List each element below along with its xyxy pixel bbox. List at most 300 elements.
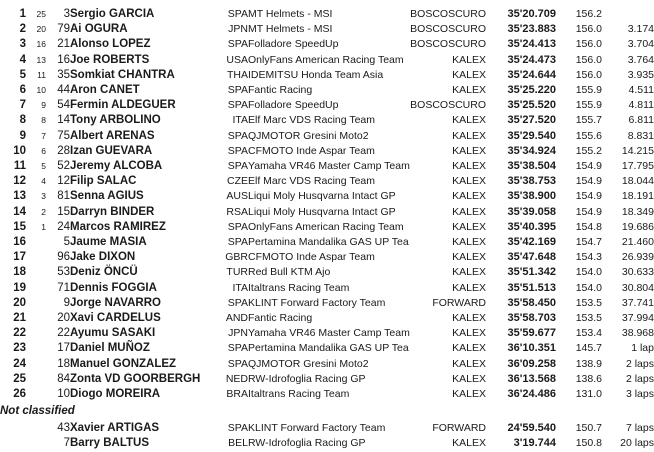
average-speed: 156.0 (575, 53, 602, 66)
average-speed: 155.9 (575, 99, 602, 112)
result-position: 12 (13, 175, 26, 188)
race-time: 3'19.744 (513, 437, 556, 450)
result-position: 6 (19, 84, 26, 97)
rider-nationality: SPA (227, 357, 248, 370)
rider-number: 16 (57, 53, 70, 66)
result-position: 14 (13, 205, 26, 218)
rider-nationality: SPA (227, 99, 248, 112)
average-speed: 154.7 (575, 236, 602, 249)
average-speed: 131.0 (575, 388, 602, 401)
race-time: 36'24.486 (507, 388, 556, 401)
rider-name: Deniz ÖNCÜ (70, 266, 138, 279)
team-name: Liqui Moly Husqvarna Intact GP (248, 190, 396, 203)
rider-number: 79 (57, 23, 70, 36)
bike-constructor: KALEX (452, 327, 486, 340)
race-time: 35'40.395 (507, 220, 556, 233)
rider-number: 12 (57, 175, 70, 188)
result-points: 20 (36, 24, 46, 35)
rider-name: Xavi CARDELUS (70, 312, 161, 325)
table-row (0, 37, 654, 52)
gap-to-leader: 20 laps (620, 437, 654, 450)
table-row (0, 189, 654, 204)
average-speed: 138.6 (575, 372, 602, 385)
not-classified-header-row (0, 402, 654, 421)
gap-to-leader: 19.686 (621, 220, 654, 233)
rider-nationality: SPA (227, 8, 248, 20)
rider-nationality: SPA (227, 144, 248, 157)
average-speed: 138.9 (575, 357, 602, 370)
rider-number: 28 (57, 144, 70, 157)
table-row (0, 113, 654, 128)
rider-name: Fermin ALDEGUER (70, 99, 176, 112)
rider-number: 21 (57, 38, 70, 51)
bike-constructor: KALEX (452, 53, 486, 66)
table-row (0, 372, 654, 387)
team-name: Yamaha VR46 Master Camp Team (248, 160, 410, 173)
table-row (0, 68, 654, 83)
rider-number: 3 (63, 8, 70, 20)
rider-nationality: SPA (227, 160, 248, 173)
rider-name: Daniel MUÑOZ (70, 342, 150, 355)
race-time: 35'51.513 (507, 281, 556, 294)
result-points: 1 (41, 221, 46, 232)
table-row (0, 235, 654, 250)
gap-to-leader: 4.811 (628, 99, 654, 112)
rider-name: Xavier ARTIGAS (70, 422, 160, 435)
bike-constructor: BOSCOSCURO (410, 99, 486, 112)
table-row (0, 129, 654, 144)
race-time: 35'51.342 (507, 266, 556, 279)
table-row (0, 250, 654, 265)
team-name: RW-Idrofoglia Racing GP (248, 437, 366, 450)
result-position: 20 (13, 296, 26, 309)
rider-nationality: SPA (227, 342, 248, 355)
gap-to-leader: 3.764 (627, 53, 654, 66)
gap-to-leader: 8.831 (627, 129, 654, 142)
race-time: 36'09.258 (507, 357, 556, 370)
average-speed: 154.3 (575, 251, 602, 264)
result-points (26, 436, 46, 451)
rider-nationality: ITA (232, 114, 248, 127)
rider-nationality: JPN (228, 327, 248, 340)
rider-name: Izan GUEVARA (70, 144, 153, 157)
result-position (0, 436, 26, 451)
result-position: 23 (13, 342, 26, 355)
result-position: 13 (13, 190, 26, 203)
team-name: RW-Idrofoglia Racing GP (248, 372, 366, 385)
team-name: CFMOTO Inde Aspar Team (248, 251, 375, 264)
result-points: 10 (36, 85, 46, 96)
team-name: CFMOTO Inde Aspar Team (248, 144, 375, 157)
rider-nationality: JPN (228, 23, 248, 36)
race-time: 35'58.450 (507, 296, 556, 309)
table-row (0, 159, 654, 174)
not-classified-label: Not classified (0, 405, 75, 418)
table-row (0, 436, 654, 451)
result-position: 11 (13, 160, 26, 173)
team-name: MT Helmets - MSI (248, 23, 333, 36)
result-position: 17 (13, 251, 26, 264)
rider-nationality: SPA (227, 236, 248, 249)
team-name: IDEMITSU Honda Team Asia (248, 68, 384, 81)
team-name: Pertamina Mandalika GAS UP Tea (248, 236, 409, 249)
table-row (0, 174, 654, 189)
result-points (26, 311, 46, 326)
bike-constructor: KALEX (452, 144, 486, 157)
race-time: 35'29.540 (507, 129, 556, 142)
team-name: QJMOTOR Gresini Moto2 (248, 357, 369, 370)
result-points: 7 (41, 130, 46, 141)
average-speed: 154.8 (575, 220, 602, 233)
table-row (0, 144, 654, 159)
result-points: 25 (36, 9, 46, 19)
result-points: 3 (41, 191, 46, 202)
result-points: 2 (41, 206, 46, 217)
team-name: KLINT Forward Factory Team (248, 422, 386, 435)
average-speed: 156.2 (575, 8, 602, 20)
gap-to-leader: 4.511 (628, 84, 654, 97)
table-row (0, 421, 654, 436)
result-points: 9 (41, 100, 46, 111)
bike-constructor: FORWARD (432, 422, 486, 435)
average-speed: 153.5 (575, 296, 602, 309)
table-row (0, 326, 654, 341)
result-points: 4 (41, 176, 46, 187)
average-speed: 156.0 (575, 23, 602, 36)
bike-constructor: KALEX (452, 84, 486, 97)
gap-to-leader: 38.968 (621, 327, 654, 340)
rider-nationality: SPA (227, 38, 248, 51)
result-points: 13 (36, 54, 46, 65)
result-points (26, 250, 46, 265)
rider-number: 15 (57, 205, 70, 218)
rider-number: 84 (57, 372, 70, 385)
rider-number: 7 (63, 437, 70, 450)
rider-name: Barry BALTUS (70, 437, 150, 450)
bike-constructor: KALEX (452, 175, 486, 188)
race-time: 35'20.709 (507, 8, 556, 20)
race-time: 24'59.540 (507, 422, 556, 435)
race-time: 35'42.169 (507, 236, 556, 249)
average-speed: 154.9 (575, 175, 602, 188)
rider-name: Aron CANET (70, 84, 140, 97)
team-name: Liqui Moly Husqvarna Intact GP (248, 205, 396, 218)
team-name: Folladore SpeedUp (248, 38, 339, 51)
gap-to-leader: 1 lap (631, 342, 654, 355)
race-time: 36'10.351 (507, 342, 556, 355)
rider-name: Senna AGIUS (70, 190, 144, 203)
gap-to-leader: 30.804 (621, 281, 654, 294)
team-name: Folladore SpeedUp (248, 99, 339, 112)
table-row (0, 281, 654, 296)
bike-constructor: KALEX (452, 266, 486, 279)
rider-name: Jake DIXON (70, 251, 136, 264)
rider-number: 52 (57, 160, 70, 173)
result-points (26, 265, 46, 280)
average-speed: 153.5 (575, 312, 602, 325)
rider-name: Albert ARENAS (70, 129, 155, 142)
result-position: 19 (13, 281, 26, 294)
bike-constructor: KALEX (452, 68, 486, 81)
rider-nationality: TUR (226, 266, 248, 279)
rider-number: 35 (57, 68, 70, 81)
table-row (0, 220, 654, 235)
rider-nationality: ITA (232, 281, 248, 294)
result-position: 3 (19, 38, 26, 51)
rider-nationality: GBR (225, 251, 248, 264)
rider-name: Zonta VD GOORBERGH (70, 372, 201, 385)
gap-to-leader: 3.704 (627, 38, 654, 51)
result-position: 26 (13, 388, 26, 401)
race-time: 35'38.753 (507, 175, 556, 188)
result-position: 25 (13, 372, 26, 385)
rider-name: Sergio GARCIA (70, 8, 155, 20)
bike-constructor: KALEX (452, 437, 486, 450)
bike-constructor: KALEX (452, 251, 486, 264)
rider-nationality: AND (225, 312, 248, 325)
race-results-table (0, 7, 654, 452)
gap-to-leader: 3.174 (627, 23, 654, 36)
result-position: 24 (13, 357, 26, 370)
table-row (0, 83, 654, 98)
team-name: MT Helmets - MSI (248, 8, 333, 20)
result-points (26, 281, 46, 296)
result-position: 4 (19, 53, 26, 66)
rider-nationality: BRA (226, 388, 248, 401)
result-position: 5 (19, 68, 26, 81)
rider-name: Joe ROBERTS (70, 53, 150, 66)
rider-name: Ayumu SASAKI (70, 327, 156, 340)
race-time: 35'39.058 (507, 205, 556, 218)
rider-name: Jeremy ALCOBA (70, 160, 163, 173)
average-speed: 155.9 (575, 84, 602, 97)
table-row (0, 387, 654, 402)
not-classified-header-spacer (222, 402, 654, 421)
bike-constructor: FORWARD (432, 296, 486, 309)
gap-to-leader: 18.191 (621, 190, 654, 203)
rider-number: 14 (57, 114, 70, 127)
rider-name: Filip SALAC (70, 175, 137, 188)
race-time: 35'27.520 (507, 114, 556, 127)
average-speed: 145.7 (575, 342, 602, 355)
result-points: 8 (41, 115, 46, 126)
gap-to-leader: 2 laps (625, 357, 654, 370)
race-time: 35'38.504 (507, 160, 556, 173)
table-row (0, 98, 654, 113)
result-position: 15 (13, 220, 26, 233)
gap-to-leader: 14.215 (621, 144, 654, 157)
rider-name: Ai OGURA (70, 23, 128, 36)
table-row (0, 357, 654, 372)
team-name: Elf Marc VDS Racing Team (248, 175, 376, 188)
average-speed: 150.7 (575, 422, 602, 435)
bike-constructor: KALEX (452, 372, 486, 385)
bike-constructor: KALEX (452, 205, 486, 218)
result-points (26, 357, 46, 372)
rider-nationality: CZE (227, 175, 248, 188)
rider-name: Marcos RAMIREZ (70, 220, 166, 233)
team-name: Elf Marc VDS Racing Team (248, 114, 376, 127)
team-name: OnlyFans American Racing Team (248, 220, 404, 233)
bike-constructor: KALEX (452, 342, 486, 355)
average-speed: 154.9 (575, 160, 602, 173)
rider-number: 81 (57, 190, 70, 203)
rider-nationality: THA (227, 68, 248, 81)
table-row (0, 265, 654, 280)
average-speed: 154.9 (575, 190, 602, 203)
bike-constructor: KALEX (452, 220, 486, 233)
average-speed: 150.8 (575, 437, 602, 450)
gap-to-leader: 17.795 (621, 160, 654, 173)
average-speed: 155.6 (575, 129, 602, 142)
result-position: 16 (13, 236, 26, 249)
rider-nationality: BEL (228, 437, 248, 450)
result-position: 22 (13, 327, 26, 340)
rider-number: 44 (57, 84, 70, 97)
result-position (0, 421, 26, 436)
rider-number: 54 (57, 99, 70, 112)
rider-number: 20 (57, 312, 70, 325)
rider-number: 43 (57, 422, 70, 435)
race-time: 35'24.473 (507, 53, 556, 66)
rider-number: 9 (63, 296, 70, 309)
gap-to-leader: 3 laps (625, 388, 654, 401)
rider-number: 17 (57, 342, 70, 355)
bike-constructor: KALEX (452, 312, 486, 325)
race-time: 35'25.520 (507, 99, 556, 112)
result-points (26, 387, 46, 402)
rider-number: 53 (57, 266, 70, 279)
race-time: 35'58.703 (507, 312, 556, 325)
gap-to-leader: 37.741 (621, 296, 654, 309)
rider-number: 22 (57, 327, 70, 340)
gap-to-leader: 37.994 (621, 312, 654, 325)
rider-name: Alonso LOPEZ (70, 38, 151, 51)
result-points (26, 421, 46, 436)
rider-name: Jorge NAVARRO (70, 296, 161, 309)
result-position: 8 (19, 114, 26, 127)
bike-constructor: BOSCOSCURO (410, 38, 486, 51)
gap-to-leader: 26.939 (621, 251, 654, 264)
rider-name: Manuel GONZALEZ (70, 357, 177, 370)
rider-name: Somkiat CHANTRA (70, 68, 175, 81)
average-speed: 154.9 (575, 205, 602, 218)
result-points: 6 (41, 145, 46, 156)
result-points (26, 235, 46, 250)
team-name: QJMOTOR Gresini Moto2 (248, 129, 369, 142)
gap-to-leader (602, 7, 654, 22)
team-name: Italtrans Racing Team (248, 281, 350, 294)
rider-name: Dennis FOGGIA (70, 281, 157, 294)
race-time: 35'23.883 (507, 23, 556, 36)
rider-name: Darryn BINDER (70, 205, 155, 218)
result-position: 21 (13, 312, 26, 325)
result-position: 18 (13, 266, 26, 279)
rider-number: 10 (57, 388, 70, 401)
bike-constructor: KALEX (452, 281, 486, 294)
team-name: Red Bull KTM Ajo (248, 266, 331, 279)
rider-nationality: NED (225, 372, 248, 385)
table-row (0, 341, 654, 356)
result-position: 7 (19, 99, 26, 112)
gap-to-leader: 6.811 (628, 114, 654, 127)
result-points: 11 (37, 69, 46, 80)
rider-name: Jaume MASIA (70, 236, 147, 249)
result-position: 10 (13, 144, 26, 157)
rider-nationality: SPA (227, 84, 248, 97)
rider-number: 75 (57, 129, 70, 142)
table-row (0, 53, 654, 68)
result-position: 9 (19, 129, 26, 142)
bike-constructor: KALEX (452, 160, 486, 173)
table-row (0, 22, 654, 37)
race-time: 35'25.220 (507, 84, 556, 97)
rider-nationality: RSA (226, 205, 248, 218)
average-speed: 154.0 (575, 281, 602, 294)
rider-number: 5 (63, 236, 70, 249)
rider-nationality: SPA (227, 220, 248, 233)
team-name: Yamaha VR46 Master Camp Team (248, 327, 410, 340)
result-position: 1 (19, 8, 26, 20)
rider-name: Diogo MOREIRA (70, 388, 161, 401)
average-speed: 156.0 (575, 38, 602, 51)
result-points: 16 (36, 39, 46, 50)
race-time: 35'59.677 (507, 327, 556, 340)
average-speed: 154.0 (575, 266, 602, 279)
average-speed: 153.4 (575, 327, 602, 340)
gap-to-leader: 30.633 (621, 266, 654, 279)
gap-to-leader: 2 laps (625, 372, 654, 385)
rider-number: 96 (57, 251, 70, 264)
table-row (0, 7, 654, 22)
bike-constructor: KALEX (452, 129, 486, 142)
race-time: 35'47.648 (507, 251, 556, 264)
bike-constructor: KALEX (452, 190, 486, 203)
table-row (0, 311, 654, 326)
average-speed: 156.0 (575, 68, 602, 81)
bike-constructor: KALEX (452, 236, 486, 249)
bike-constructor: BOSCOSCURO (410, 8, 486, 20)
team-name: Fantic Racing (248, 84, 313, 97)
race-time: 35'34.924 (507, 144, 556, 157)
team-name: Italtrans Racing Team (248, 388, 350, 401)
result-points (26, 326, 46, 341)
result-points: 5 (41, 161, 46, 172)
average-speed: 155.7 (575, 114, 602, 127)
gap-to-leader: 7 laps (625, 422, 654, 435)
table-row (0, 296, 654, 311)
rider-name: Tony ARBOLINO (70, 114, 161, 127)
bike-constructor: BOSCOSCURO (410, 23, 486, 36)
team-name: KLINT Forward Factory Team (248, 296, 386, 309)
rider-number: 18 (57, 357, 70, 370)
race-time: 35'38.900 (507, 190, 556, 203)
results-table-body (0, 7, 654, 452)
result-points (26, 296, 46, 311)
rider-number: 24 (57, 220, 70, 233)
race-time: 35'24.644 (507, 68, 556, 81)
bike-constructor: KALEX (452, 114, 486, 127)
bike-constructor: KALEX (452, 388, 486, 401)
result-points (26, 341, 46, 356)
team-name: OnlyFans American Racing Team (248, 53, 404, 66)
rider-number: 71 (57, 281, 70, 294)
bike-constructor: KALEX (452, 357, 486, 370)
table-row (0, 205, 654, 220)
rider-nationality: SPA (227, 296, 248, 309)
rider-nationality: SPA (227, 422, 248, 435)
gap-to-leader: 18.349 (621, 205, 654, 218)
